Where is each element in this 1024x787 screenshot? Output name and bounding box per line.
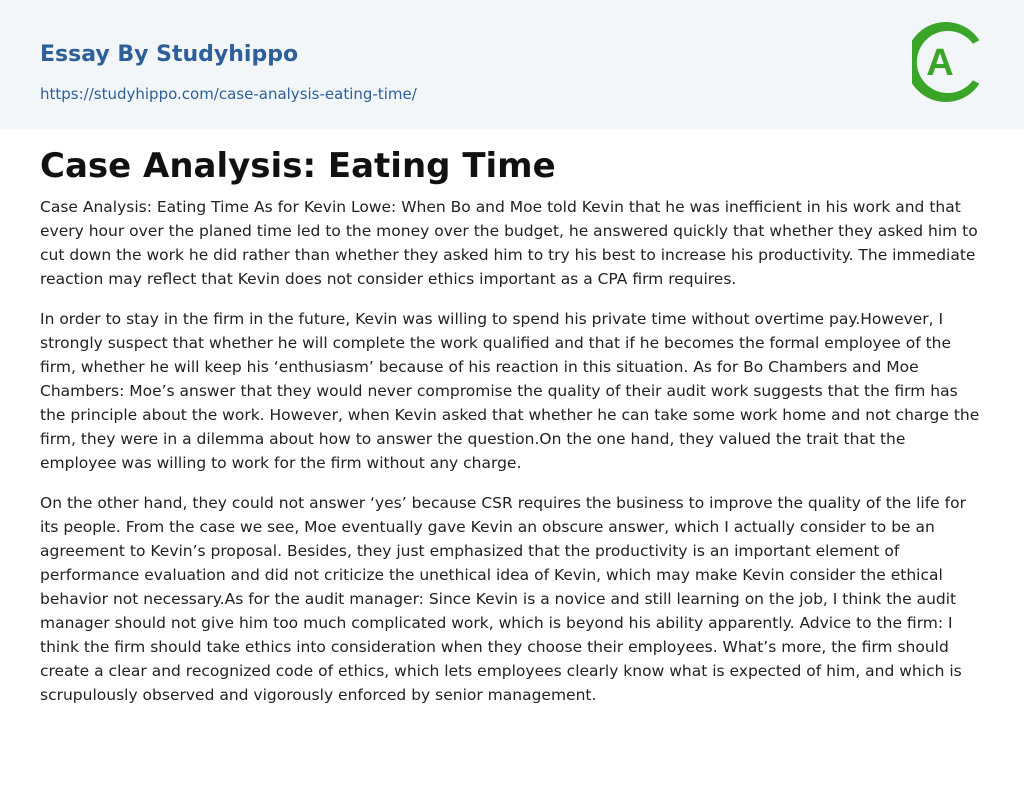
studyhippo-logo-icon[interactable] [912, 19, 986, 105]
logo-letter: A [926, 42, 954, 84]
site-header [0, 0, 1024, 129]
site-brand[interactable]: Essay By Studyhippo [40, 42, 299, 67]
article-paragraph: Case Analysis: Eating Time As for Kevin Lowe: When Bo and Moe told Kevin that he was inefficient in his work and that every hour over the planed time led to the money over the budget, he answered quickly that whether they asked him to cut down the work he did rather than whether they asked him to try his best to increase his productivity. The immediate reaction may reflect that Kevin does not consider ethics important as a CPA firm requires. [40, 198, 978, 288]
article-body [40, 195, 984, 723]
article-url-link[interactable]: https://studyhippo.com/case-analysis-eating-time/ [40, 85, 417, 103]
page-title: Case Analysis: Eating Time [40, 146, 556, 186]
article-paragraph: On the other hand, they could not answer ‘yes’ because CSR requires the business to improve the quality of the life for its people. From the case we see, Moe eventually gave Kevin an obscure answer, which I actually consider to be an agreement to Kevin’s proposal. Besides, they just emphasized that the productivity is an important element of performance evaluation and did not criticize the unethical idea of Kevin, which may make Kevin consider the ethical behavior not necessary.As for the audit manager: Since Kevin is a novice and still learning on the job, I think the audit manager should not give him too much complicated work, which is beyond his ability apparently. Advice to the firm: I think the firm should take ethics into consideration when they choose their employees. What’s more, the firm should create a clear and recognized code of ethics, which lets employees clearly know what is expected of him, and which is scrupulously observed and vigorously enforced by senior management. [40, 494, 966, 704]
article-paragraph: In order to stay in the firm in the future, Kevin was willing to spend his private time without overtime pay.However, I strongly suspect that whether he will complete the work qualified and that if he becomes the formal employee of the firm, whether he will keep his ‘enthusiasm’ because of his reaction in this situation. As for Bo Chambers and Moe Chambers: Moe’s answer that they would never compromise the quality of their audit work suggests that the firm has the principle about the work. However, when Kevin asked that whether he can take some work home and not charge the firm, they were in a dilemma about how to answer the question.On the one hand, they valued the trait that the employee was willing to work for the firm without any charge. [40, 310, 980, 472]
